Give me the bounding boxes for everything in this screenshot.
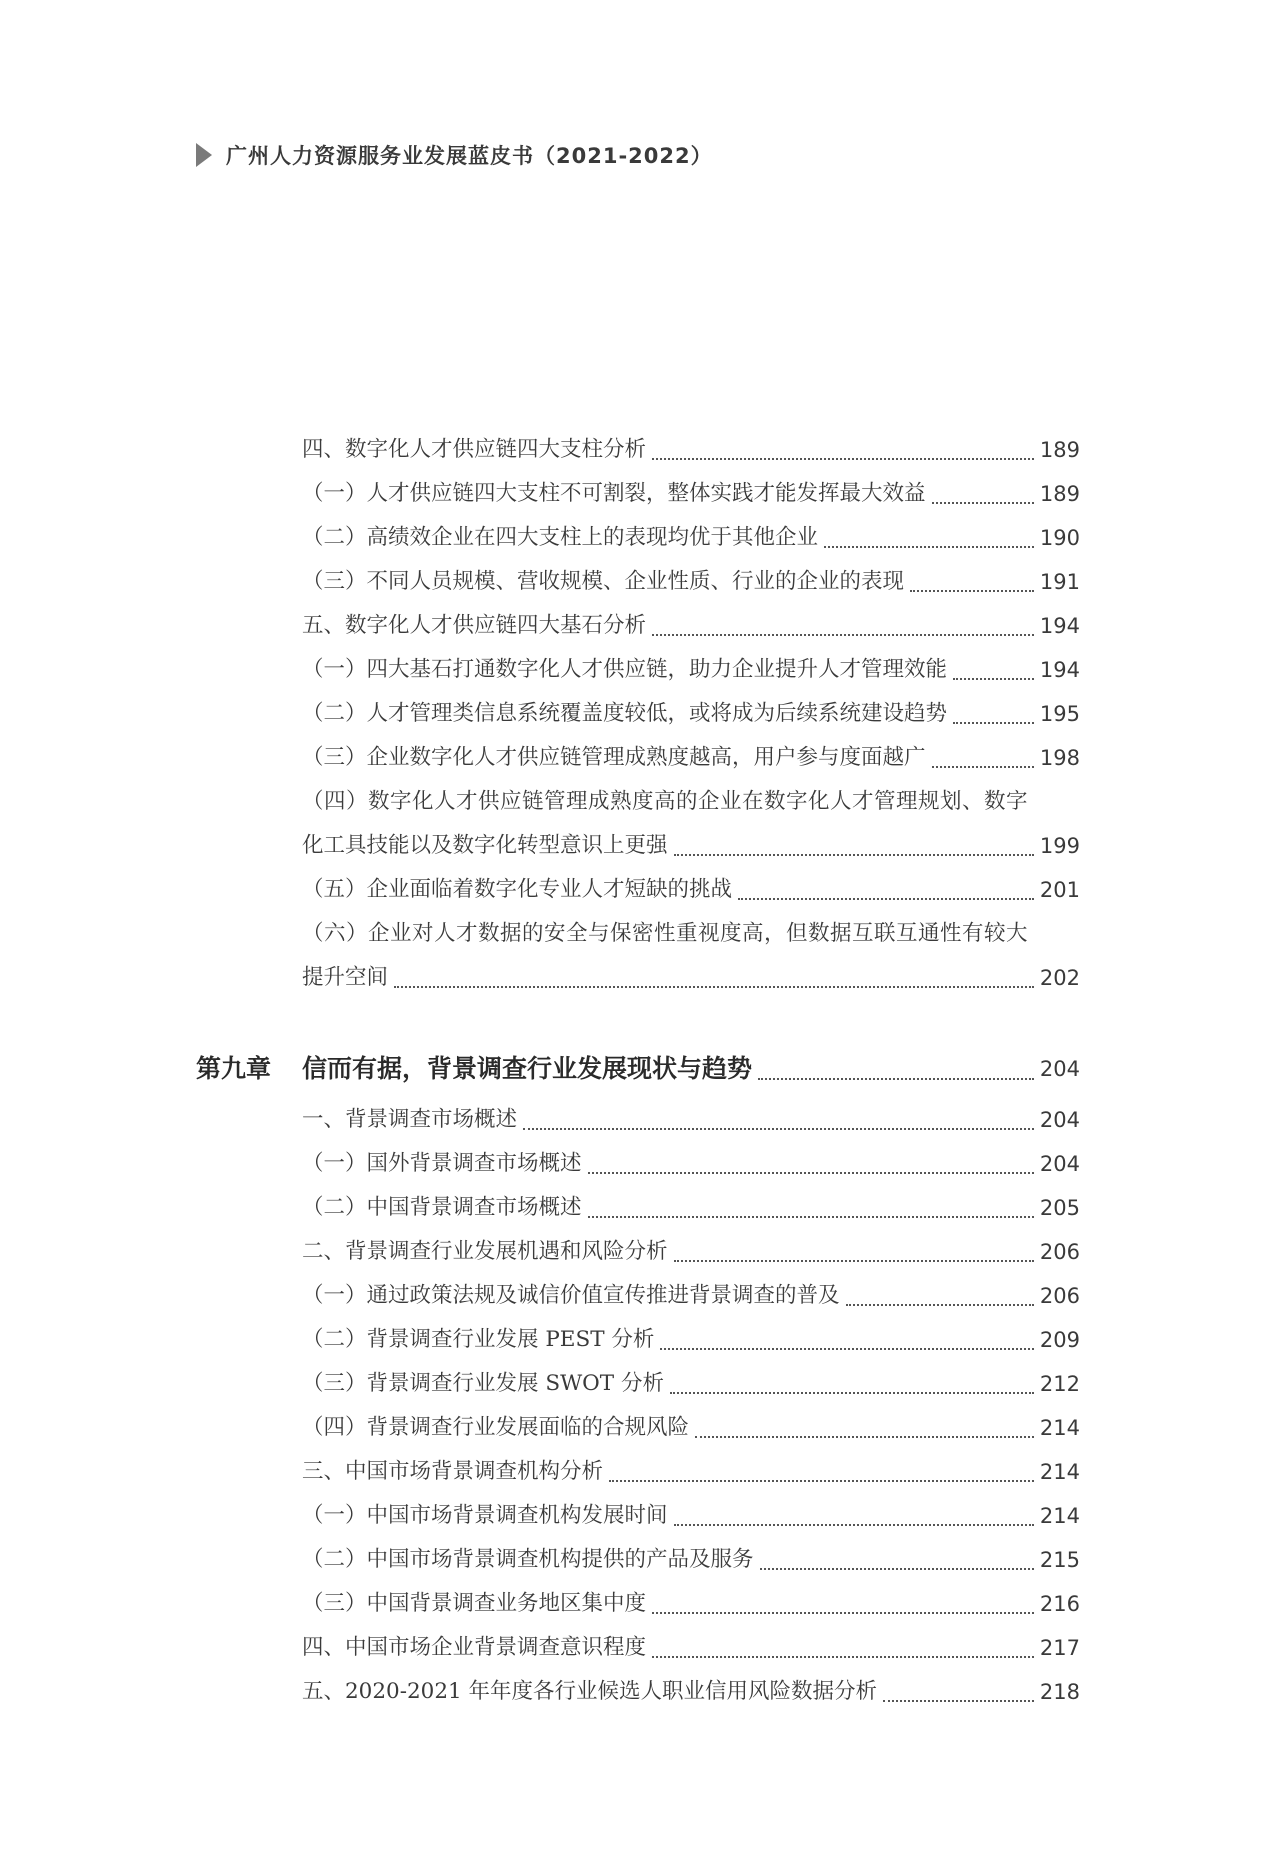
chapter-title: 信而有据，背景调查行业发展现状与趋势 xyxy=(302,1054,753,1083)
toc-entry[interactable] xyxy=(302,1670,1080,1714)
toc-entry-title: 一、背景调查市场概述 xyxy=(302,1107,518,1132)
toc-entry-page: 191 xyxy=(1039,570,1080,594)
dot-leader xyxy=(609,1480,1034,1482)
toc-entry-title: （三）企业数字化人才供应链管理成熟度越高，用户参与度面越广 xyxy=(302,745,926,770)
dot-leader xyxy=(695,1436,1034,1438)
toc-entry-title: （一）人才供应链四大支柱不可割裂，整体实践才能发挥最大效益 xyxy=(302,481,926,506)
toc-entry[interactable] xyxy=(302,1406,1080,1450)
toc-entry[interactable] xyxy=(302,604,1080,648)
toc-entry[interactable] xyxy=(302,692,1080,736)
running-header xyxy=(196,138,713,172)
toc-entry-title: 四、中国市场企业背景调查意识程度 xyxy=(302,1635,647,1660)
toc-entry-title: 化工具技能以及数字化转型意识上更强 xyxy=(302,833,668,858)
toc-entry-title: 提升空间 xyxy=(302,965,389,990)
toc-entry-title: 三、中国市场背景调查机构分析 xyxy=(302,1459,604,1484)
toc-entry[interactable] xyxy=(302,1274,1080,1318)
dot-leader xyxy=(760,1568,1034,1570)
dot-leader xyxy=(523,1128,1034,1130)
toc-entry-page: 217 xyxy=(1039,1636,1080,1660)
dot-leader xyxy=(652,1612,1034,1614)
chapter-page: 204 xyxy=(1039,1057,1080,1081)
dot-leader xyxy=(738,898,1034,900)
dot-leader xyxy=(953,722,1034,724)
toc-entry-title: 二、背景调查行业发展机遇和风险分析 xyxy=(302,1239,668,1264)
toc-entry[interactable] xyxy=(302,1362,1080,1406)
toc-entry-title: 五、数字化人才供应链四大基石分析 xyxy=(302,613,647,638)
dot-leader xyxy=(846,1304,1034,1306)
toc-entry-title: （一）国外背景调查市场概述 xyxy=(302,1151,582,1176)
chapter-number: 第九章 xyxy=(196,1054,272,1083)
toc-entry[interactable] xyxy=(302,1142,1080,1186)
dot-leader xyxy=(674,1524,1034,1526)
toc-entry-page: 214 xyxy=(1039,1504,1080,1528)
toc-entry-page: 198 xyxy=(1039,746,1080,770)
book-title: 广州人力资源服务业发展蓝皮书（2021-2022） xyxy=(226,144,713,168)
toc-entry-page: 209 xyxy=(1039,1328,1080,1352)
toc-entry-page: 216 xyxy=(1039,1592,1080,1616)
toc-entry-title: （三）背景调查行业发展 SWOT 分析 xyxy=(302,1371,664,1396)
dot-leader xyxy=(588,1172,1034,1174)
toc-entry-page: 189 xyxy=(1039,482,1080,506)
dot-leader xyxy=(883,1700,1034,1702)
toc-entry[interactable] xyxy=(302,472,1080,516)
dot-leader xyxy=(588,1216,1034,1218)
dot-leader xyxy=(660,1348,1034,1350)
toc-entry-title: （一）中国市场背景调查机构发展时间 xyxy=(302,1503,668,1528)
toc-entry-title: （三）不同人员规模、营收规模、企业性质、行业的企业的表现 xyxy=(302,569,905,594)
toc-entry-title: （一）四大基石打通数字化人才供应链，助力企业提升人才管理效能 xyxy=(302,657,948,682)
dot-leader xyxy=(394,986,1034,988)
toc-entry-title: （三）中国背景调查业务地区集中度 xyxy=(302,1591,647,1616)
toc-entry[interactable] xyxy=(302,1582,1080,1626)
dot-leader xyxy=(910,590,1034,592)
toc-entry-page: 204 xyxy=(1039,1108,1080,1132)
dot-leader xyxy=(674,854,1034,856)
toc-entry-page: 201 xyxy=(1039,878,1080,902)
toc-entry[interactable] xyxy=(302,1186,1080,1230)
toc-entry[interactable] xyxy=(302,956,1080,1000)
dot-leader xyxy=(758,1078,1034,1080)
toc-entry[interactable] xyxy=(302,1450,1080,1494)
toc-entry-page: 214 xyxy=(1039,1460,1080,1484)
toc-entry[interactable] xyxy=(302,1230,1080,1274)
toc-entry-page: 199 xyxy=(1039,834,1080,858)
toc-entry[interactable] xyxy=(302,1494,1080,1538)
toc-entry-page: 194 xyxy=(1039,614,1080,638)
toc-entry-page: 214 xyxy=(1039,1416,1080,1440)
toc-entry-page: 212 xyxy=(1039,1372,1080,1396)
toc-entry-title: （二）背景调查行业发展 PEST 分析 xyxy=(302,1327,655,1352)
toc-entry-page: 204 xyxy=(1039,1152,1080,1176)
toc-entry-page: 215 xyxy=(1039,1548,1080,1572)
toc-entry-title: （二）高绩效企业在四大支柱上的表现均优于其他企业 xyxy=(302,525,819,550)
toc-entry[interactable] xyxy=(302,1318,1080,1362)
chapter-heading[interactable] xyxy=(196,1044,1080,1094)
toc-entry-title: （五）企业面临着数字化专业人才短缺的挑战 xyxy=(302,877,733,902)
toc-entry-title: 四、数字化人才供应链四大支柱分析 xyxy=(302,437,647,462)
toc-entry[interactable] xyxy=(302,824,1080,868)
toc-entry-page: 195 xyxy=(1039,702,1080,726)
toc-entry-title: （二）中国背景调查市场概述 xyxy=(302,1195,582,1220)
toc-entry[interactable] xyxy=(302,428,1080,472)
toc-entry-page: 190 xyxy=(1039,526,1080,550)
dot-leader xyxy=(824,546,1034,548)
triangle-arrow-icon xyxy=(196,143,212,167)
dot-leader xyxy=(953,678,1034,680)
dot-leader xyxy=(652,458,1034,460)
dot-leader xyxy=(652,1656,1034,1658)
toc-entry[interactable] xyxy=(302,1626,1080,1670)
toc-entry-page: 218 xyxy=(1039,1680,1080,1704)
toc-entry-page: 205 xyxy=(1039,1196,1080,1220)
toc-entry[interactable] xyxy=(302,868,1080,912)
toc-entry[interactable] xyxy=(302,1098,1080,1142)
dot-leader xyxy=(674,1260,1034,1262)
toc-entry-title: （一）通过政策法规及诚信价值宣传推进背景调查的普及 xyxy=(302,1283,840,1308)
dot-leader xyxy=(652,634,1034,636)
toc-entry[interactable] xyxy=(302,648,1080,692)
toc-entry[interactable] xyxy=(302,736,1080,780)
toc-entry-page: 194 xyxy=(1039,658,1080,682)
toc-entry-title: （四）背景调查行业发展面临的合规风险 xyxy=(302,1415,690,1440)
toc-entry-title: （二）中国市场背景调查机构提供的产品及服务 xyxy=(302,1547,754,1572)
toc-entry-page: 206 xyxy=(1039,1240,1080,1264)
toc-entry[interactable] xyxy=(302,516,1080,560)
toc-entry[interactable] xyxy=(302,1538,1080,1582)
toc-entry-wrapped-line[interactable]: （六）企业对人才数据的安全与保密性重视度高，但数据互联互通性有较大 xyxy=(302,921,1029,946)
dot-leader xyxy=(932,502,1034,504)
dot-leader xyxy=(932,766,1034,768)
toc-entry-wrapped-line[interactable]: （四）数字化人才供应链管理成熟度高的企业在数字化人才管理规划、数字 xyxy=(302,789,1029,814)
toc-section-chapter-9 xyxy=(302,1098,1080,1714)
toc-entry-page: 189 xyxy=(1039,438,1080,462)
toc-entry-page: 206 xyxy=(1039,1284,1080,1308)
dot-leader xyxy=(670,1392,1034,1394)
toc-section-1 xyxy=(302,428,1080,1000)
toc-entry[interactable] xyxy=(302,560,1080,604)
toc-entry-title: （二）人才管理类信息系统覆盖度较低，或将成为后续系统建设趋势 xyxy=(302,701,948,726)
toc-entry-page: 202 xyxy=(1039,966,1080,990)
toc-entry-title: 五、2020-2021 年年度各行业候选人职业信用风险数据分析 xyxy=(302,1679,878,1704)
